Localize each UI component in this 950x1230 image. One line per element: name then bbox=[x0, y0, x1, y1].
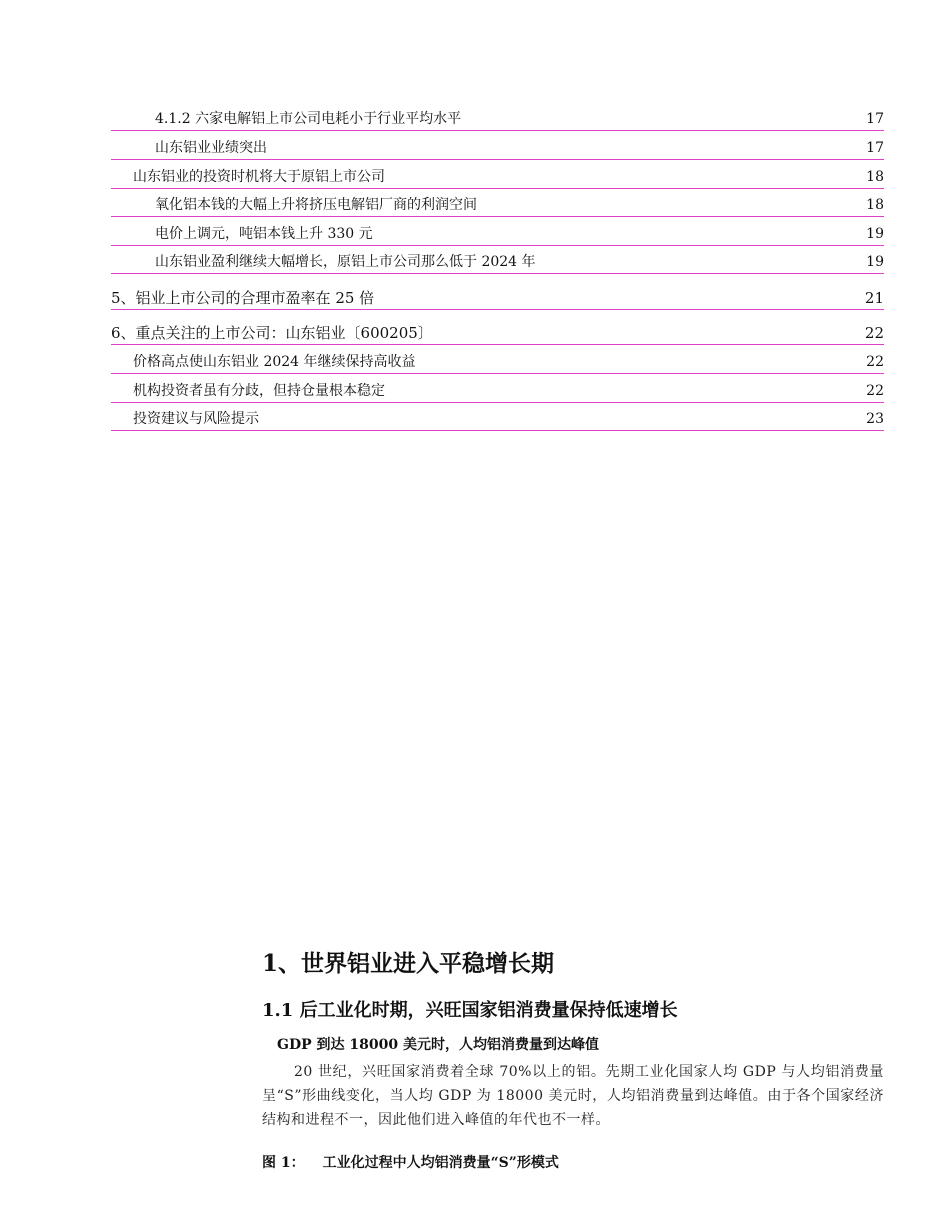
toc-entry-page: 19 bbox=[866, 254, 884, 270]
toc-entry[interactable] bbox=[111, 380, 884, 403]
toc-entry[interactable] bbox=[111, 408, 884, 431]
toc-entry-page: 17 bbox=[866, 111, 884, 127]
toc-entry-label: 山东铝业业绩突出 bbox=[155, 140, 267, 156]
figure-label: 图 1： bbox=[262, 1155, 305, 1171]
toc-entry-page: 22 bbox=[864, 324, 884, 342]
toc-entry-page: 19 bbox=[866, 226, 884, 242]
toc-entry-page: 23 bbox=[866, 411, 884, 427]
toc-entry[interactable] bbox=[111, 137, 884, 160]
toc-entry[interactable] bbox=[111, 194, 884, 217]
toc-entry-page: 17 bbox=[866, 140, 884, 156]
toc-entry[interactable] bbox=[111, 287, 884, 310]
toc-entry-page: 18 bbox=[866, 169, 884, 185]
toc-entry-page: 22 bbox=[866, 383, 884, 399]
figure-caption bbox=[262, 1152, 559, 1172]
toc-entry-label: 电价上调元，吨铝本钱上升 330 元 bbox=[155, 226, 373, 242]
toc-entry-label: 6、重点关注的上市公司：山东铝业〔600205〕 bbox=[111, 324, 433, 342]
toc-entry-page: 18 bbox=[866, 197, 884, 213]
toc-entry-page: 22 bbox=[866, 354, 884, 370]
toc-entry-label: 山东铝业的投资时机将大于原铝上市公司 bbox=[133, 169, 385, 185]
toc-entry-label: 5、铝业上市公司的合理市盈率在 25 倍 bbox=[111, 289, 375, 307]
subheading: GDP 到达 18000 美元时，人均铝消费量到达峰值 bbox=[277, 1037, 599, 1053]
body-paragraph: 20 世纪，兴旺国家消费着全球 70%以上的铝。先期工业化国家人均 GDP 与人均铝消费量呈“S”形曲线变化，当人均 GDP 为 18000 美元时，人均铝消费量到达峰值。由于各个国家经济结构和进程不一，因此他们进入峰值的年代也不一样。 bbox=[262, 1064, 884, 1128]
toc-entry-label: 4.1.2 六家电解铝上市公司电耗小于行业平均水平 bbox=[155, 111, 462, 127]
toc-entry[interactable] bbox=[111, 108, 884, 131]
toc-entry-label: 氧化铝本钱的大幅上升将挤压电解铝厂商的利润空间 bbox=[155, 197, 477, 213]
section-title: 1、世界铝业进入平稳增长期 bbox=[262, 950, 555, 977]
toc-entry[interactable] bbox=[111, 251, 884, 274]
toc-entry[interactable] bbox=[111, 166, 884, 189]
toc-entry-label: 投资建议与风险提示 bbox=[133, 411, 259, 427]
toc-entry-label: 机构投资者虽有分歧，但持仓量根本稳定 bbox=[133, 383, 385, 399]
toc-entry[interactable] bbox=[111, 322, 884, 345]
subsection-title: 1.1 后工业化时期，兴旺国家铝消费量保持低速增长 bbox=[262, 1000, 678, 1021]
toc-entry[interactable] bbox=[111, 351, 884, 374]
toc-entry-label: 价格高点使山东铝业 2024 年继续保持高收益 bbox=[133, 354, 416, 370]
figure-title: 工业化过程中人均铝消费量“S”形模式 bbox=[322, 1155, 559, 1171]
toc-entry-page: 21 bbox=[864, 289, 884, 307]
toc-entry-label: 山东铝业盈利继续大幅增长，原铝上市公司那么低于 2024 年 bbox=[155, 254, 536, 270]
toc-entry[interactable] bbox=[111, 223, 884, 246]
